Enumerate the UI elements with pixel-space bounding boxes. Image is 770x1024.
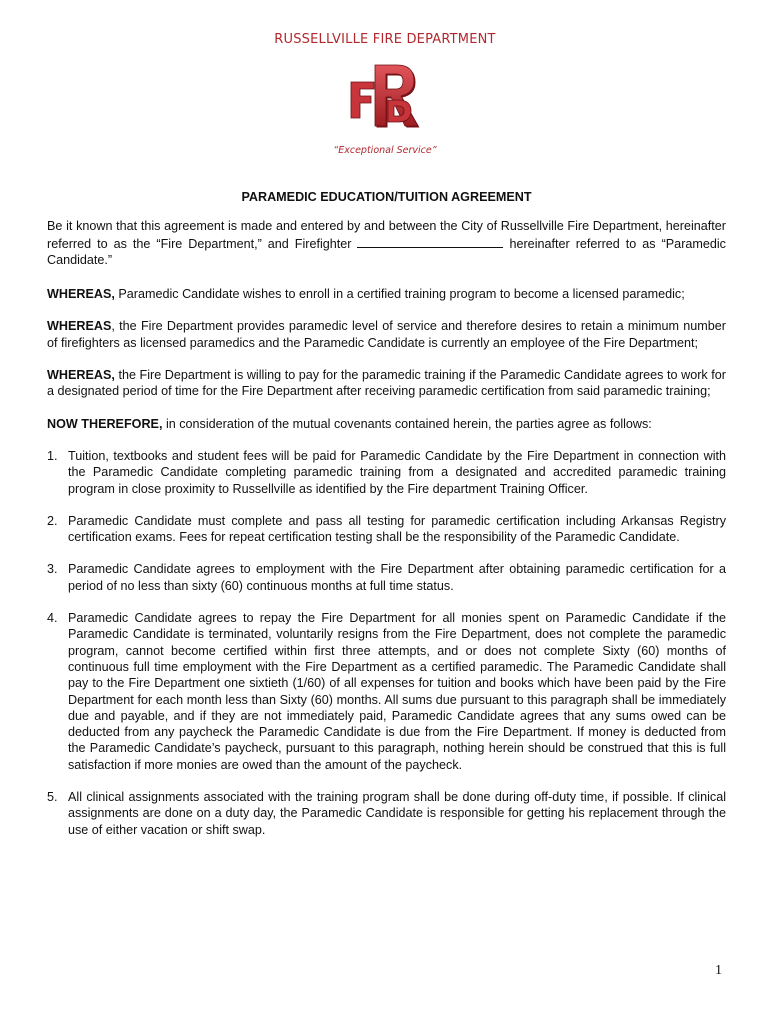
- whereas-clause-1: [47, 286, 726, 302]
- term-item-3: [47, 561, 726, 594]
- whereas-clause-2: [47, 318, 726, 351]
- document-title: PARAMEDIC EDUCATION/TUITION AGREEMENT: [241, 190, 532, 204]
- term-number: 1.: [47, 448, 58, 463]
- term-number: 2.: [47, 513, 58, 528]
- whereas-clause-3: [47, 367, 726, 400]
- clause-text: Paramedic Candidate wishes to enroll in a certified training program to become a licensed paramedic;: [114, 287, 685, 302]
- motto: “Exceptional Service”: [333, 145, 437, 156]
- term-text: Paramedic Candidate agrees to employment with the Fire Department after obtaining paramedic certification for a period of no less than sixty (60) continuous months at full time status.: [68, 562, 726, 593]
- department-name: RUSSELLVILLE FIRE DEPARTMENT: [274, 32, 496, 47]
- term-item-4: [47, 610, 726, 773]
- now-therefore-clause: [47, 416, 726, 432]
- term-text: Tuition, textbooks and student fees will be paid for Paramedic Candidate by the Fire Department in connection with the Paramedic Candidate completing paramedic training from a designated and accredited paramedic training program in close proximity to Russellville as identified by the Fire department Training Officer.: [68, 448, 726, 496]
- clause-text: , the Fire Department provides paramedic level of service and therefore desires to retain a minimum number of firefighters as licensed paramedics and the Paramedic Candidate is currently an employee of the Fire Department;: [47, 319, 726, 350]
- term-item-1: [47, 448, 726, 497]
- term-text: Paramedic Candidate must complete and pass all testing for paramedic certification including Arkansas Registry certification exams. Fees for repeat certification testing shall be the responsibility of the Paramedic Candidate.: [68, 513, 726, 545]
- intro-text-start: Be it known that this agreement is made and entered by and between the City of Russellville Fire Department, hereinafter referred to as the “Fire Department,” and Firefighter: [47, 219, 726, 251]
- term-number: 4.: [47, 611, 58, 626]
- terms-list: [47, 448, 726, 838]
- intro-paragraph: [47, 218, 726, 268]
- term-number: 5.: [47, 790, 58, 805]
- clause-text: the Fire Department is willing to pay for the paramedic training if the Paramedic Candidate agrees to work for a designated period of time for the Fire Department after receiving paramedic certification from said paramedic training;: [47, 368, 726, 399]
- clause-text: in consideration of the mutual covenants contained herein, the parties agree as follows:: [162, 416, 652, 431]
- term-text: All clinical assignments associated with the training program shall be done during off-duty time, if possible. If clinical assignments are done on a duty day, the Paramedic Candidate is responsible for getting his replacement through the use of either vacation or shift swap.: [68, 790, 726, 837]
- clause-lead: WHEREAS,: [47, 368, 115, 383]
- term-text: Paramedic Candidate agrees to repay the Fire Department for all monies spent on Paramedic Candidate if the Paramedic Candidate is terminated, voluntarily resigns from the Fire Department, does not complete the paramedic program, cannot become certified within first three attempts, and or does not complete Sixty (60) months of continuous full time employment with the Fire Department as a certified paramedic. The Paramedic Candidate shall pay to the Fire Department one sixtieth (1/60) of all expenses for tuition and books which have been paid by the Fire Department for each month less than Sixty (60) months. All sums due pursuant to this paragraph shall be immediately due and payable, and if they are not immediately paid, Paramedic Candidate agrees that any sums owed can be deducted from any paycheck the Paramedic Candidate is due from the Fire Department. If money is deducted from the Paramedic Candidate’s paycheck, pursuant to this paragraph, nothing herein should be construed that this is full satisfaction if more monies are owed than the amount of the paycheck.: [68, 611, 726, 772]
- intro-text-end: hereinafter referred to as “Paramedic Candidate.”: [47, 236, 726, 267]
- term-item-2: [47, 513, 726, 546]
- agreement-body: [47, 189, 726, 854]
- term-number: 3.: [47, 562, 58, 577]
- clause-lead: WHEREAS,: [47, 287, 115, 302]
- page-number: 1: [715, 963, 722, 978]
- firefighter-name-blank: [357, 235, 503, 248]
- clause-lead: WHEREAS: [47, 319, 112, 334]
- term-item-5: [47, 789, 726, 838]
- department-logo: [348, 62, 420, 130]
- clause-lead: NOW THEREFORE,: [47, 416, 163, 431]
